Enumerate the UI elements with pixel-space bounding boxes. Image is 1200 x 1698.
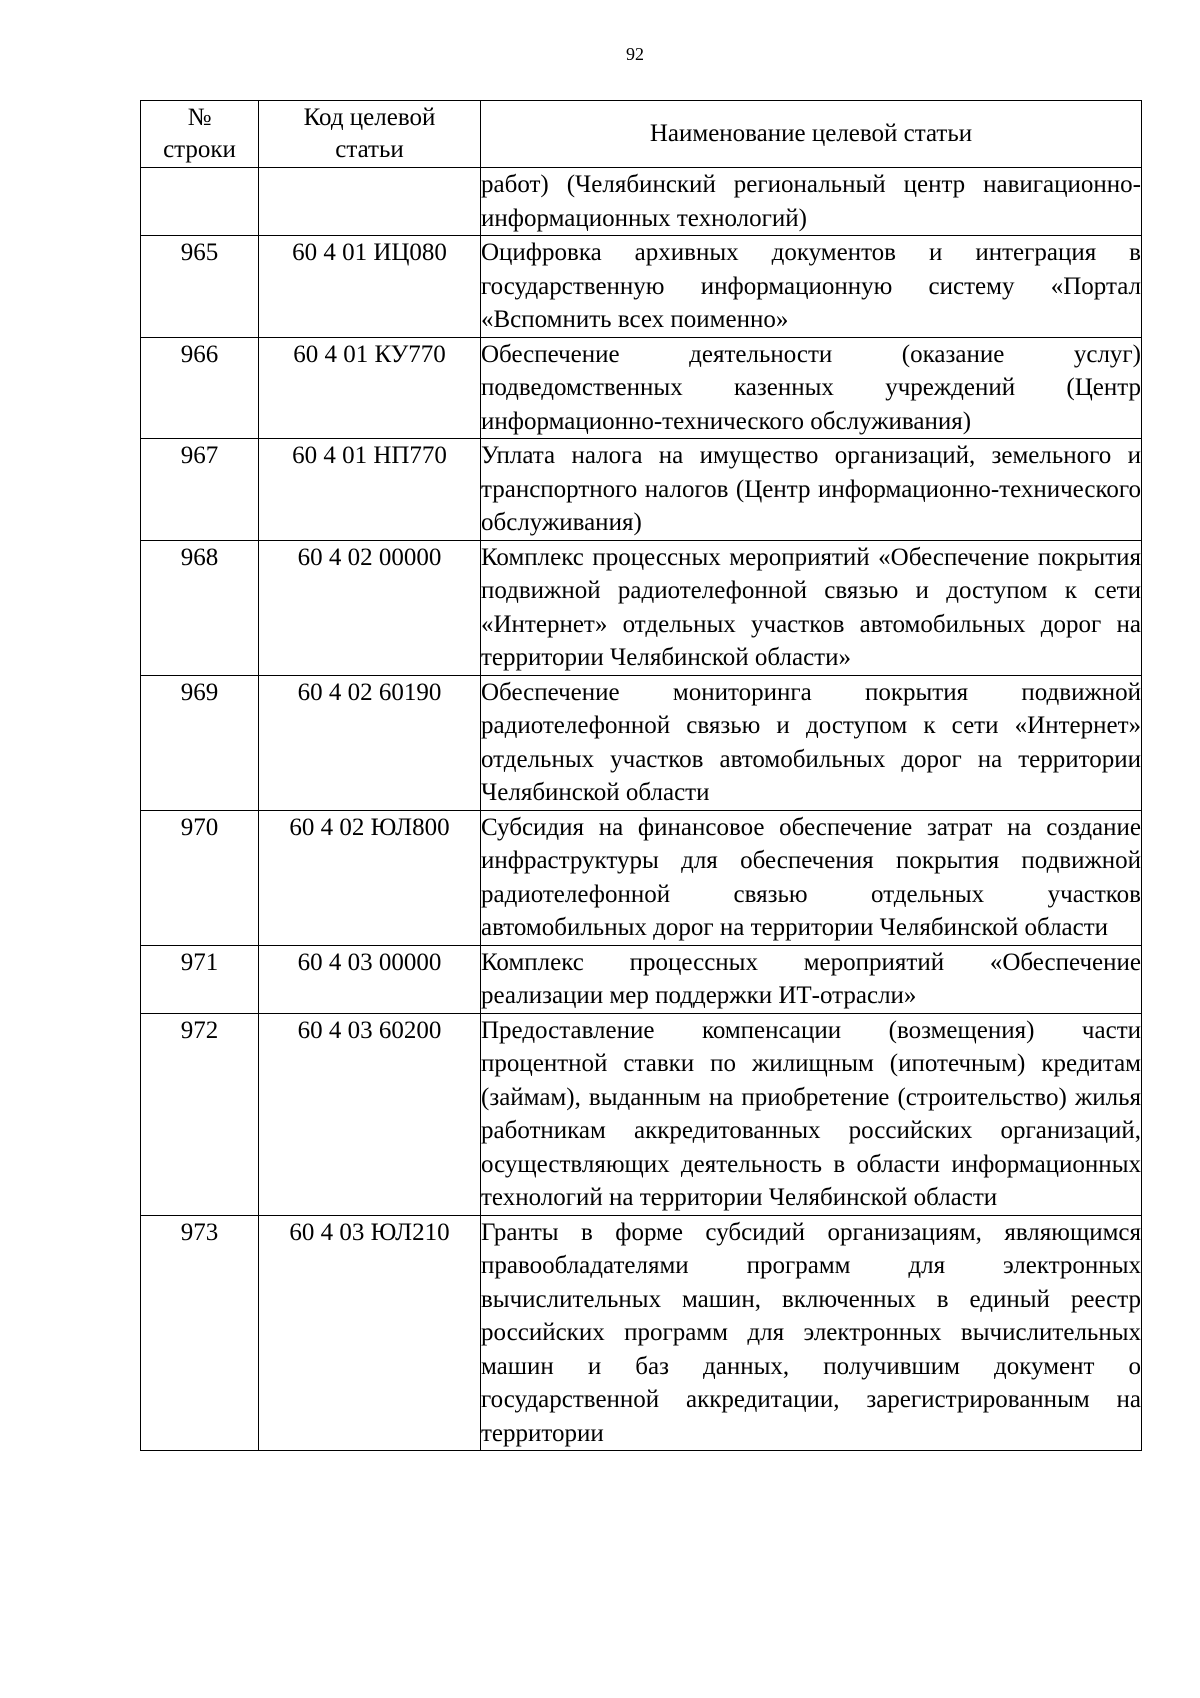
table-row (141, 945, 1142, 1013)
article-code (259, 168, 481, 236)
table-row (141, 675, 1142, 810)
row-number: 972 (141, 1013, 259, 1215)
table-row (141, 168, 1142, 236)
row-number: 967 (141, 439, 259, 541)
row-number: 973 (141, 1215, 259, 1451)
article-code: 60 4 03 60200 (259, 1013, 481, 1215)
row-number (141, 168, 259, 236)
header-row-number-line1: № (187, 104, 212, 131)
row-number: 969 (141, 675, 259, 810)
row-number: 971 (141, 945, 259, 1013)
article-code: 60 4 01 ИЦ080 (259, 236, 481, 338)
header-article-name: Наименование целевой статьи (481, 101, 1142, 168)
header-row-number (141, 101, 259, 168)
article-code: 60 4 02 00000 (259, 540, 481, 675)
row-number: 966 (141, 337, 259, 439)
header-article-code (259, 101, 481, 168)
table-body (141, 168, 1142, 1451)
table-row (141, 439, 1142, 541)
article-name: Комплекс процессных мероприятий «Обеспечение покрытия подвижной радиотелефонной связью и доступом к сети «Интернет» отдельных участков автомобильных дорог на территории Челябинской области» (481, 540, 1142, 675)
page-number: 92 (626, 44, 644, 64)
table-row (141, 540, 1142, 675)
header-article-code-line1: Код целевой (303, 104, 436, 131)
table-row (141, 1013, 1142, 1215)
article-name: Гранты в форме субсидий организациям, являющимся правообладателями программ для электронных вычислительных машин, включенных в единый реестр российских программ для электронных вычислительных машин и баз данных, получившим документ о государственной аккредитации, зарегистрированным на территории (481, 1215, 1142, 1451)
table-row (141, 1215, 1142, 1451)
article-code: 60 4 01 НП770 (259, 439, 481, 541)
header-article-code-line2: статьи (335, 136, 404, 163)
row-number: 970 (141, 810, 259, 945)
header-row (141, 101, 1142, 168)
article-code: 60 4 02 ЮЛ800 (259, 810, 481, 945)
table-header (141, 101, 1142, 168)
table-row (141, 810, 1142, 945)
article-name: Субсидия на финансовое обеспечение затрат на создание инфраструктуры для обеспечения покрытия подвижной радиотелефонной связью отдельных участков автомобильных дорог на территории Челябинской области (481, 810, 1142, 945)
article-name: Комплекс процессных мероприятий «Обеспечение реализации мер поддержки ИТ-отрасли» (481, 945, 1142, 1013)
article-code: 60 4 01 КУ770 (259, 337, 481, 439)
article-name: Обеспечение деятельности (оказание услуг) подведомственных казенных учреждений (Центр информационно-технического обслуживания) (481, 337, 1142, 439)
article-code: 60 4 03 ЮЛ210 (259, 1215, 481, 1451)
article-code: 60 4 03 00000 (259, 945, 481, 1013)
row-number: 968 (141, 540, 259, 675)
target-articles-table (140, 100, 1142, 1451)
header-row-number-line2: строки (163, 136, 236, 163)
article-name: Уплата налога на имущество организаций, земельного и транспортного налогов (Центр информационно-технического обслуживания) (481, 439, 1142, 541)
table-row (141, 337, 1142, 439)
article-name: Предоставление компенсации (возмещения) части процентной ставки по жилищным (ипотечным) кредитам (займам), выданным на приобретение (строительство) жилья работникам аккредитованных российских организаций, осуществляющих деятельность в области информационных технологий на территории Челябинской области (481, 1013, 1142, 1215)
article-code: 60 4 02 60190 (259, 675, 481, 810)
row-number: 965 (141, 236, 259, 338)
table-row (141, 236, 1142, 338)
article-name: Оцифровка архивных документов и интеграция в государственную информационную систему «Портал «Вспомнить всех поименно» (481, 236, 1142, 338)
article-name: Обеспечение мониторинга покрытия подвижной радиотелефонной связью и доступом к сети «Интернет» отдельных участков автомобильных дорог на территории Челябинской области (481, 675, 1142, 810)
article-name: работ) (Челябинский региональный центр навигационно-информационных технологий) (481, 168, 1142, 236)
